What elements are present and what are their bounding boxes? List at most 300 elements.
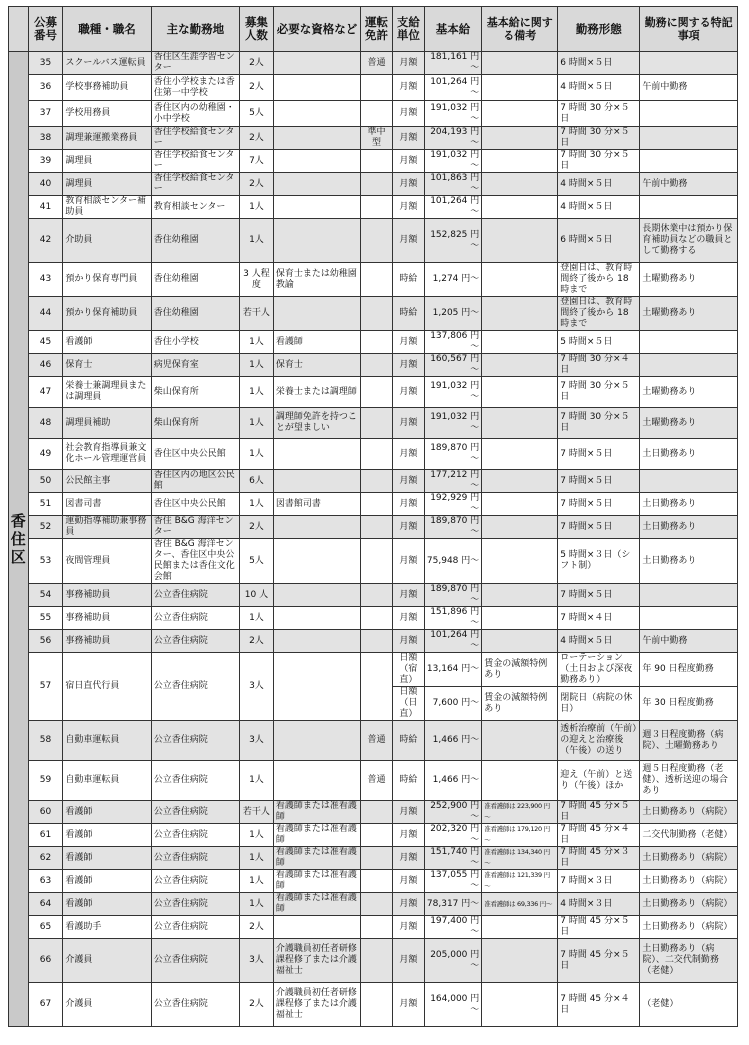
cell-unit: 時給 <box>392 721 424 761</box>
cell-work: 7 時間×５日 <box>558 439 640 470</box>
cell-salary-note <box>482 263 558 297</box>
cell-no: 37 <box>28 101 63 127</box>
cell-unit: 月額 <box>392 219 424 263</box>
cell-work: 透析治療前（午前）の迎えと治療後（午後）の送り <box>558 721 640 761</box>
job-table <box>8 6 738 1027</box>
cell-work: 7 時間 45 分×５日 <box>558 939 640 983</box>
cell-salary: 7,600 円～ <box>424 687 481 721</box>
cell-drive <box>361 263 393 297</box>
cell-place: 香住小学校 <box>151 331 239 354</box>
cell-count: 1人 <box>240 824 274 847</box>
table-row <box>9 847 738 870</box>
cell-no: 62 <box>28 847 63 870</box>
cell-place: 公立香住病院 <box>151 939 239 983</box>
cell-qual <box>273 219 360 263</box>
cell-count: 7人 <box>240 150 274 173</box>
cell-unit: 月額 <box>392 196 424 219</box>
cell-place: 香住幼稚園 <box>151 219 239 263</box>
table-row <box>9 584 738 607</box>
header-no: 公募番号 <box>28 7 63 52</box>
cell-special: 土日勤務あり（病院） <box>640 801 738 824</box>
table-row <box>9 331 738 354</box>
cell-drive <box>361 354 393 377</box>
table-row <box>9 439 738 470</box>
cell-qual: 介護職員初任者研修課程修了または介護福祉士 <box>273 939 360 983</box>
cell-work: 6 時間×５日 <box>558 52 640 75</box>
cell-job: 宿日直代行員 <box>63 653 151 721</box>
cell-salary-note <box>482 52 558 75</box>
cell-salary: 191,032 円～ <box>424 150 481 173</box>
cell-count: 2人 <box>240 916 274 939</box>
cell-unit: 月額 <box>392 377 424 408</box>
cell-salary-note: 賃金の減額特例あり <box>482 687 558 721</box>
header-place: 主な勤務地 <box>151 7 239 52</box>
cell-no: 45 <box>28 331 63 354</box>
table-row <box>9 354 738 377</box>
table-row <box>9 801 738 824</box>
table-row <box>9 630 738 653</box>
cell-qual: 調理師免許を持つことが望ましい <box>273 408 360 439</box>
table-row <box>9 377 738 408</box>
cell-special: 年 30 日程度勤務 <box>640 687 738 721</box>
cell-unit: 日額（宿直） <box>392 653 424 687</box>
cell-job: 運動指導補助兼事務員 <box>63 516 151 539</box>
cell-work: 閉院日（病院の休日） <box>558 687 640 721</box>
table-row <box>9 983 738 1027</box>
cell-place: 公立香住病院 <box>151 916 239 939</box>
cell-special: 長期休業中は預かり保育補助員などの職員として勤務する <box>640 219 738 263</box>
cell-unit: 月額 <box>392 870 424 893</box>
cell-special: 土日勤務あり（病院） <box>640 847 738 870</box>
cell-salary: 164,000 円～ <box>424 983 481 1027</box>
header-unit: 支給単位 <box>392 7 424 52</box>
cell-job: 預かり保育補助員 <box>63 297 151 331</box>
cell-place: 柴山保育所 <box>151 408 239 439</box>
cell-no: 55 <box>28 607 63 630</box>
cell-salary: 101,264 円～ <box>424 75 481 101</box>
cell-salary-note <box>482 196 558 219</box>
cell-drive <box>361 653 393 721</box>
cell-job: 事務補助員 <box>63 630 151 653</box>
cell-count: 5人 <box>240 539 274 584</box>
cell-drive <box>361 408 393 439</box>
cell-salary-note: 准看護師は 223,900 円～ <box>482 801 558 824</box>
cell-special <box>640 52 738 75</box>
cell-drive <box>361 870 393 893</box>
cell-count: 1人 <box>240 847 274 870</box>
cell-work: 7 時間 45 分×５日 <box>558 916 640 939</box>
cell-drive <box>361 150 393 173</box>
cell-salary: 202,320 円～ <box>424 824 481 847</box>
cell-work: 7 時間 30 分×５日 <box>558 377 640 408</box>
cell-salary: 1,274 円～ <box>424 263 481 297</box>
cell-drive <box>361 516 393 539</box>
cell-work: 7 時間×５日 <box>558 584 640 607</box>
cell-special: 年 90 日程度勤務 <box>640 653 738 687</box>
cell-drive <box>361 470 393 493</box>
table-row <box>9 173 738 196</box>
cell-salary-note <box>482 101 558 127</box>
cell-place: 香住 B&G 海洋センター、香住区中央公民館または香住文化会館 <box>151 539 239 584</box>
cell-special: （老健） <box>640 983 738 1027</box>
cell-unit: 月額 <box>392 893 424 916</box>
cell-count: 1人 <box>240 331 274 354</box>
cell-salary-note <box>482 493 558 516</box>
cell-work: 登園日は、教育時間終了後から 18 時まで <box>558 263 640 297</box>
cell-salary: 191,032 円～ <box>424 408 481 439</box>
cell-qual: 看護師または准看護師 <box>273 893 360 916</box>
cell-work: 6 時間×５日 <box>558 219 640 263</box>
cell-qual <box>273 761 360 801</box>
cell-drive: 普通 <box>361 52 393 75</box>
cell-drive <box>361 101 393 127</box>
cell-no: 65 <box>28 916 63 939</box>
cell-special: 午前中勤務 <box>640 75 738 101</box>
cell-count: 1人 <box>240 439 274 470</box>
cell-no: 56 <box>28 630 63 653</box>
cell-qual <box>273 516 360 539</box>
cell-qual: 介護職員初任者研修課程修了または介護福祉士 <box>273 983 360 1027</box>
cell-salary: 1,466 円～ <box>424 761 481 801</box>
cell-place: 公立香住病院 <box>151 630 239 653</box>
cell-work: 7 時間×５日 <box>558 470 640 493</box>
cell-drive <box>361 439 393 470</box>
cell-salary: 189,870 円～ <box>424 439 481 470</box>
cell-qual: 看護師 <box>273 331 360 354</box>
table-row <box>9 408 738 439</box>
table-row <box>9 916 738 939</box>
cell-count: 2人 <box>240 75 274 101</box>
cell-unit: 月額 <box>392 354 424 377</box>
cell-place: 公立香住病院 <box>151 653 239 721</box>
cell-salary: 177,212 円～ <box>424 470 481 493</box>
table-row <box>9 297 738 331</box>
cell-place: 病児保育室 <box>151 354 239 377</box>
cell-salary: 191,032 円～ <box>424 101 481 127</box>
cell-work: 4 時間×５日 <box>558 173 640 196</box>
cell-special <box>640 127 738 150</box>
cell-salary-note: 准看護師は 121,339 円～ <box>482 870 558 893</box>
table-row <box>9 75 738 101</box>
cell-salary-note <box>482 331 558 354</box>
cell-count: 5人 <box>240 101 274 127</box>
cell-count: 1人 <box>240 196 274 219</box>
cell-job: 夜間管理員 <box>63 539 151 584</box>
cell-special: 午前中勤務 <box>640 630 738 653</box>
cell-no: 66 <box>28 939 63 983</box>
cell-drive <box>361 983 393 1027</box>
cell-job: 看護師 <box>63 870 151 893</box>
cell-no: 52 <box>28 516 63 539</box>
cell-special <box>640 101 738 127</box>
cell-job: 栄養士兼調理員または調理員 <box>63 377 151 408</box>
cell-place: 香住区中央公民館 <box>151 439 239 470</box>
cell-place: 公立香住病院 <box>151 893 239 916</box>
cell-qual <box>273 52 360 75</box>
cell-salary-note <box>482 983 558 1027</box>
cell-salary-note: 准看護師は 134,340 円～ <box>482 847 558 870</box>
cell-qual: 保育士 <box>273 354 360 377</box>
cell-salary: 204,193 円～ <box>424 127 481 150</box>
cell-no: 61 <box>28 824 63 847</box>
cell-qual: 栄養士または調理師 <box>273 377 360 408</box>
cell-unit: 月額 <box>392 516 424 539</box>
cell-salary-note <box>482 539 558 584</box>
cell-count: 2人 <box>240 173 274 196</box>
cell-place: 香住学校給食センター <box>151 173 239 196</box>
cell-qual <box>273 75 360 101</box>
cell-salary-note <box>482 630 558 653</box>
cell-unit: 月額 <box>392 916 424 939</box>
cell-job: 介護員 <box>63 939 151 983</box>
cell-job: 調理兼運搬業務員 <box>63 127 151 150</box>
cell-salary: 152,825 円～ <box>424 219 481 263</box>
table-row <box>9 761 738 801</box>
table-row <box>9 539 738 584</box>
cell-drive: 普通 <box>361 761 393 801</box>
table-body <box>9 52 738 1027</box>
cell-no: 39 <box>28 150 63 173</box>
cell-qual <box>273 101 360 127</box>
cell-drive <box>361 847 393 870</box>
cell-place: 公立香住病院 <box>151 607 239 630</box>
cell-no: 38 <box>28 127 63 150</box>
cell-no: 40 <box>28 173 63 196</box>
cell-place: 香住学校給食センター <box>151 127 239 150</box>
cell-salary-note <box>482 150 558 173</box>
cell-place: 香住小学校または香住第一中学校 <box>151 75 239 101</box>
cell-job: 学校事務補助員 <box>63 75 151 101</box>
cell-no: 43 <box>28 263 63 297</box>
cell-salary-note: 賃金の減額特例あり <box>482 653 558 687</box>
cell-count: 1人 <box>240 408 274 439</box>
cell-unit: 月額 <box>392 824 424 847</box>
cell-special <box>640 196 738 219</box>
cell-job: 教育相談センター補助員 <box>63 196 151 219</box>
cell-count: 3人 <box>240 939 274 983</box>
cell-salary-note <box>482 219 558 263</box>
cell-work: 4 時間×５日 <box>558 196 640 219</box>
cell-job: 公民館主事 <box>63 470 151 493</box>
cell-place: 香住区生涯学習センター <box>151 52 239 75</box>
cell-work: 7 時間 45 分×４日 <box>558 824 640 847</box>
cell-place: 香住幼稚園 <box>151 297 239 331</box>
cell-qual <box>273 916 360 939</box>
cell-work: 登園日は、教育時間終了後から 18 時まで <box>558 297 640 331</box>
table-row <box>9 470 738 493</box>
cell-unit: 月額 <box>392 408 424 439</box>
cell-count: 1人 <box>240 761 274 801</box>
cell-qual <box>273 721 360 761</box>
cell-unit: 月額 <box>392 607 424 630</box>
cell-work: 7 時間×５日 <box>558 516 640 539</box>
header-salary: 基本給 <box>424 7 481 52</box>
cell-unit: 日額（日直） <box>392 687 424 721</box>
cell-salary: 191,032 円～ <box>424 377 481 408</box>
cell-unit: 月額 <box>392 539 424 584</box>
cell-drive <box>361 607 393 630</box>
cell-job: 介助員 <box>63 219 151 263</box>
cell-place: 香住 B&G 海洋センター <box>151 516 239 539</box>
cell-drive <box>361 584 393 607</box>
cell-unit: 月額 <box>392 801 424 824</box>
cell-salary: 197,400 円～ <box>424 916 481 939</box>
cell-qual <box>273 439 360 470</box>
cell-drive: 普通 <box>361 721 393 761</box>
cell-unit: 月額 <box>392 173 424 196</box>
cell-no: 51 <box>28 493 63 516</box>
cell-special: 土日勤務あり <box>640 539 738 584</box>
cell-work: 4 時間×５日 <box>558 630 640 653</box>
table-row <box>9 493 738 516</box>
cell-no: 67 <box>28 983 63 1027</box>
cell-unit: 月額 <box>392 75 424 101</box>
cell-special: 土日勤務あり（病院） <box>640 916 738 939</box>
cell-salary-note <box>482 470 558 493</box>
cell-qual <box>273 196 360 219</box>
cell-salary-note <box>482 173 558 196</box>
cell-salary: 137,055 円～ <box>424 870 481 893</box>
cell-qual <box>273 630 360 653</box>
cell-salary-note <box>482 584 558 607</box>
cell-job: 看護師 <box>63 847 151 870</box>
cell-qual <box>273 607 360 630</box>
cell-salary-note <box>482 127 558 150</box>
cell-qual <box>273 539 360 584</box>
cell-count: 2人 <box>240 52 274 75</box>
table-row <box>9 939 738 983</box>
cell-job: 看護師 <box>63 331 151 354</box>
cell-drive <box>361 939 393 983</box>
table-row <box>9 824 738 847</box>
cell-salary: 160,567 円～ <box>424 354 481 377</box>
cell-job: 看護師 <box>63 824 151 847</box>
table-row <box>9 263 738 297</box>
cell-place: 香住区内の幼稚園・小中学校 <box>151 101 239 127</box>
cell-work: 5 時間×３日（シフト制） <box>558 539 640 584</box>
cell-salary: 192,929 円～ <box>424 493 481 516</box>
cell-work: 7 時間 45 分×３日 <box>558 847 640 870</box>
cell-special: 土日勤務あり（病院） <box>640 893 738 916</box>
table-row <box>9 653 738 687</box>
cell-place: 香住学校給食センター <box>151 150 239 173</box>
cell-unit: 月額 <box>392 101 424 127</box>
cell-count: 若干人 <box>240 297 274 331</box>
cell-drive <box>361 630 393 653</box>
cell-job: 学校用務員 <box>63 101 151 127</box>
cell-special <box>640 470 738 493</box>
cell-drive <box>361 331 393 354</box>
cell-count: 1人 <box>240 893 274 916</box>
cell-count: 1人 <box>240 219 274 263</box>
cell-count: 3人 <box>240 721 274 761</box>
cell-job: 自動車運転員 <box>63 761 151 801</box>
district-label-text: 香住区 <box>10 512 26 566</box>
cell-no: 64 <box>28 893 63 916</box>
cell-special <box>640 607 738 630</box>
cell-place: 公立香住病院 <box>151 983 239 1027</box>
cell-salary: 1,205 円～ <box>424 297 481 331</box>
cell-job: 調理員 <box>63 173 151 196</box>
cell-qual <box>273 297 360 331</box>
cell-qual <box>273 150 360 173</box>
cell-salary-note <box>482 721 558 761</box>
cell-job: 社会教育指導員兼文化ホール管理運営員 <box>63 439 151 470</box>
cell-salary: 101,264 円～ <box>424 630 481 653</box>
cell-no: 36 <box>28 75 63 101</box>
cell-job: 自動車運転員 <box>63 721 151 761</box>
cell-count: 1人 <box>240 607 274 630</box>
cell-drive <box>361 196 393 219</box>
header-count: 募集人数 <box>240 7 274 52</box>
cell-unit: 月額 <box>392 52 424 75</box>
cell-drive <box>361 75 393 101</box>
cell-salary: 181,161 円～ <box>424 52 481 75</box>
cell-special: 土曜勤務あり <box>640 297 738 331</box>
cell-no: 63 <box>28 870 63 893</box>
cell-special: 土日勤務あり（病院）、二交代制勤務（老健） <box>640 939 738 983</box>
table-row <box>9 870 738 893</box>
cell-unit: 月額 <box>392 470 424 493</box>
cell-count: 2人 <box>240 630 274 653</box>
cell-work: 迎え（午前）と送り（午後）ほか <box>558 761 640 801</box>
cell-salary-note <box>482 439 558 470</box>
cell-drive <box>361 173 393 196</box>
cell-count: 2人 <box>240 127 274 150</box>
header-work: 勤務形態 <box>558 7 640 52</box>
cell-no: 59 <box>28 761 63 801</box>
cell-work: 7 時間 30 分×５日 <box>558 101 640 127</box>
cell-place: 公立香住病院 <box>151 824 239 847</box>
cell-job: 介護員 <box>63 983 151 1027</box>
cell-special <box>640 150 738 173</box>
header-salary-note: 基本給に関する備考 <box>482 7 558 52</box>
job-table-container <box>8 6 738 1027</box>
cell-work: 7 時間 30 分×４日 <box>558 354 640 377</box>
cell-place: 公立香住病院 <box>151 847 239 870</box>
cell-salary: 205,000 円～ <box>424 939 481 983</box>
table-header-row <box>9 7 738 52</box>
cell-unit: 時給 <box>392 263 424 297</box>
cell-drive <box>361 377 393 408</box>
table-row <box>9 196 738 219</box>
cell-place: 香住幼稚園 <box>151 263 239 297</box>
cell-salary-note <box>482 354 558 377</box>
header-drive: 運転免許 <box>361 7 393 52</box>
cell-drive: 準中型 <box>361 127 393 150</box>
cell-count: 10 人 <box>240 584 274 607</box>
cell-special: 週５日程度勤務（老健）、透析送迎の場合あり <box>640 761 738 801</box>
cell-unit: 時給 <box>392 761 424 801</box>
table-row <box>9 52 738 75</box>
cell-work: 7 時間×４日 <box>558 607 640 630</box>
cell-salary: 252,900 円～ <box>424 801 481 824</box>
cell-no: 47 <box>28 377 63 408</box>
cell-unit: 月額 <box>392 331 424 354</box>
cell-special <box>640 584 738 607</box>
cell-salary: 189,870 円～ <box>424 516 481 539</box>
cell-job: 事務補助員 <box>63 607 151 630</box>
cell-work: 4 時間×３日 <box>558 893 640 916</box>
cell-salary: 151,740 円～ <box>424 847 481 870</box>
cell-special <box>640 354 738 377</box>
cell-job: 看護助手 <box>63 916 151 939</box>
cell-drive <box>361 219 393 263</box>
cell-special: 二交代制勤務（老健） <box>640 824 738 847</box>
cell-count: 若干人 <box>240 801 274 824</box>
cell-work: 7 時間 45 分×４日 <box>558 983 640 1027</box>
table-row <box>9 893 738 916</box>
